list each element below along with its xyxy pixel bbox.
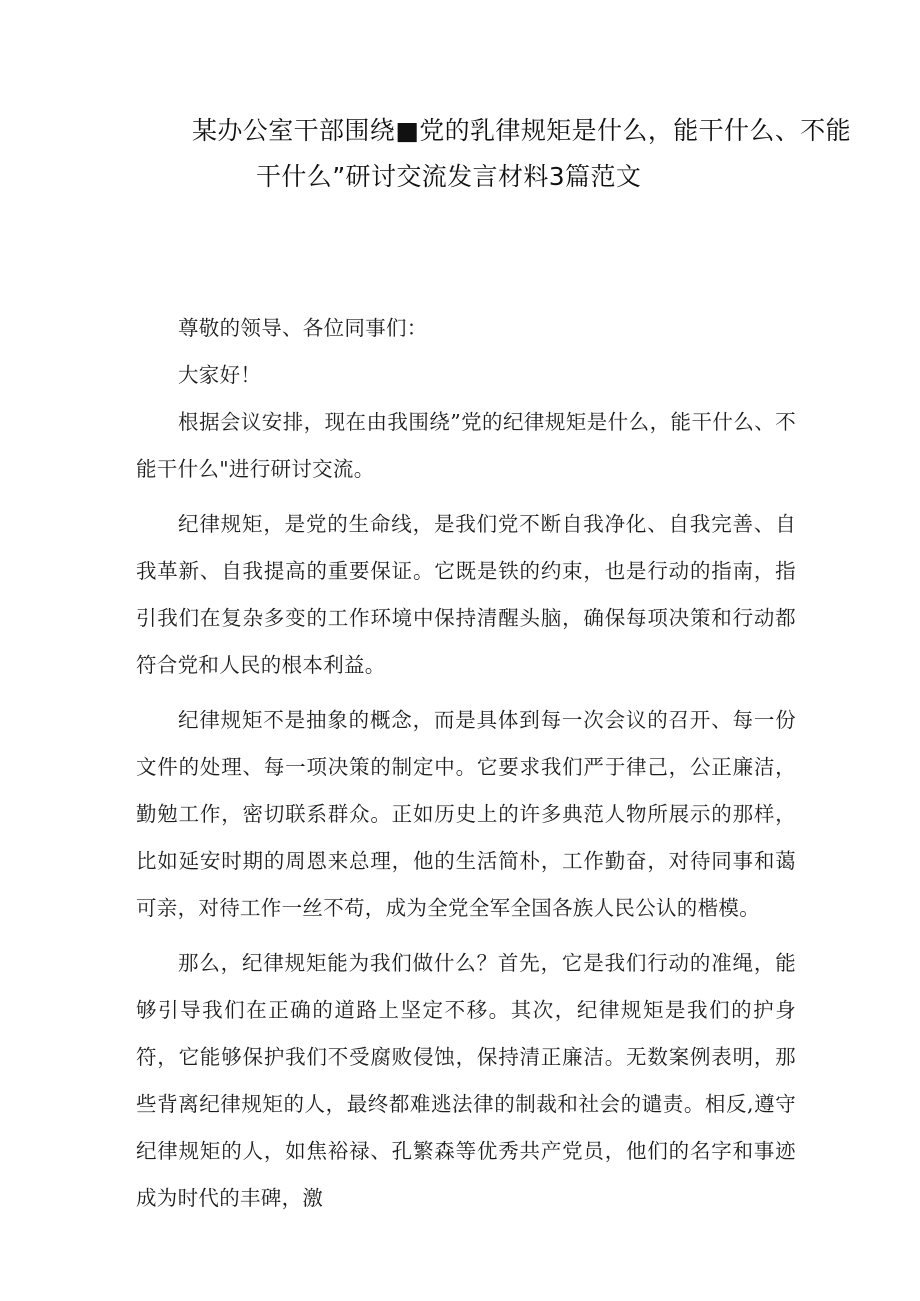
- paragraph: 那么，纪律规矩能为我们做什么？首先，它是我们行动的准绳，能够引导我们在正确的道路上坚定不移。其次，纪律规矩是我们的护身符，它能够保护我们不受腐败侵蚀，保持清正廉洁。无数案例表明，那些背离纪律规矩的人，最终都难逃法律的制裁和社会的谴责。相反,遵守纪律规矩的人，如焦裕禄、孔繁森等优秀共产党员，他们的名字和事迹成为时代的丰碑，激: [136, 951, 796, 1210]
- title-line-1: 某办公室干部围绕■党的乳律规矩是什么，能干什么、不能: [192, 116, 852, 145]
- greeting: 大家好！: [178, 363, 262, 387]
- paragraph: 纪律规矩，是党的生命线，是我们党不断自我净化、自我完善、自我革新、自我提高的重要保证。它既是铁的约束，也是行动的指南，指引我们在复杂多变的工作环境中保持清醒头脑，确保每项决策和行动都符合党和人民的根本利益。: [136, 512, 796, 677]
- paragraph: 纪律规矩不是抽象的概念，而是具体到每一次会议的召开、每一份文件的处理、每一项决策的制定中。它要求我们严于律己，公正廉洁，勤勉工作，密切联系群众。正如历史上的许多典范人物所展示的那样，比如延安时期的周恩来总理，他的生活简朴，工作勤奋，对待同事和蔼可亲，对待工作一丝不苟，成为全党全军全国各族人民公认的楷模。: [136, 708, 796, 920]
- document-title: [120, 108, 852, 200]
- title-line-2: 干什么”研讨交流发言材料3篇范文: [256, 162, 642, 191]
- document-body: [136, 305, 796, 1222]
- salutation: 尊敬的领导、各位同事们：: [178, 316, 428, 340]
- paragraph: 根据会议安排，现在由我围绕”党的纪律规矩是什么，能干什么、不能干什么"进行研讨交流。: [136, 410, 796, 481]
